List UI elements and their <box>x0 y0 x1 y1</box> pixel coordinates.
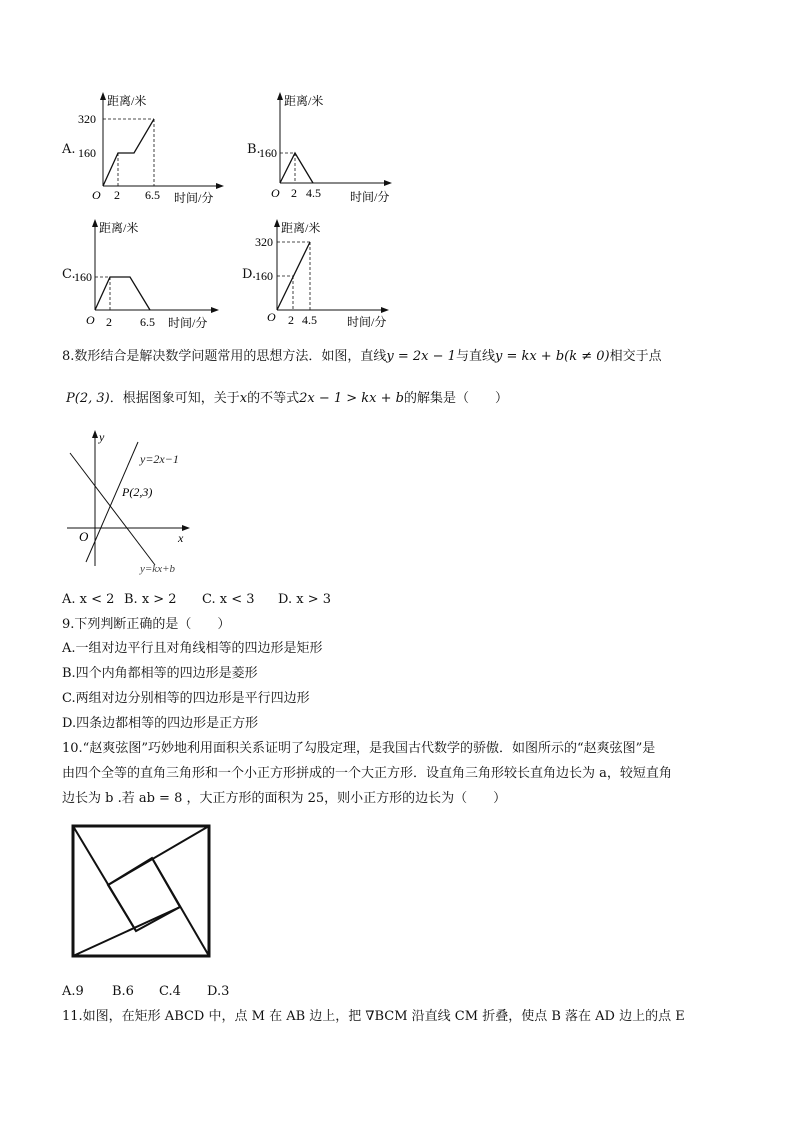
graph-d-x-tick-4.5: 4.5 <box>302 313 317 327</box>
q8-point: P(2, 3) <box>66 391 110 406</box>
q8-inequality: 2x − 1 > kx + b <box>299 391 404 406</box>
q10-option-c[interactable]: C.4 <box>159 984 181 999</box>
q8-point-label: P(2,3) <box>122 485 153 499</box>
graph-c <box>70 215 230 335</box>
graph-a-label: A. <box>62 142 76 157</box>
graph-c-label: C. <box>62 267 76 282</box>
graph-d-label: D. <box>242 267 257 282</box>
graph-a-origin: O <box>92 188 101 202</box>
q8-line2-label: y=kx+b <box>140 563 175 575</box>
q8-line1 <box>62 348 662 366</box>
graph-d <box>252 215 402 335</box>
q10-option-d[interactable]: D.3 <box>207 984 230 999</box>
q10-line1: 10.“赵爽弦图”巧妙地利用面积关系证明了勾股定理，是我国古代数学的骄傲．如图所示的“赵爽弦图”是 <box>62 741 656 756</box>
q8-text-d: ．根据图象可知，关于 <box>109 391 240 406</box>
q8-eq1: y = 2x − 1 <box>386 349 456 364</box>
graph-d-y-axis-label: 距离/米 <box>281 221 321 235</box>
q10-line3: 边长为 b .若 ab = 8 ，大正方形的面积为 25，则小正方形的边长为（ ） <box>62 791 507 806</box>
q9-option-c[interactable]: C.两组对边分别相等的四边形是平行四边形 <box>62 691 310 706</box>
q9-option-d[interactable]: D.四条边都相等的四边形是正方形 <box>62 716 259 731</box>
q8-text-a: 8.数形结合是解决数学问题常用的思想方法．如图，直线 <box>62 349 387 364</box>
graph-d-origin: O <box>267 310 276 324</box>
q8-option-a[interactable]: A. x < 2 <box>62 592 115 607</box>
graph-b-label: B. <box>247 142 261 157</box>
graph-c-x-axis-label: 时间/分 <box>168 316 208 330</box>
q8-line1-label: y=2x−1 <box>140 452 179 466</box>
graph-c-x-tick-2: 2 <box>106 315 112 329</box>
q10-option-b[interactable]: B.6 <box>112 984 134 999</box>
q11-line1: 11.如图，在矩形 ABCD 中，点 M 在 AB 边上，把 ∇BCM 沿直线 CM 折叠，使点 B 落在 AD 边上的点 E <box>62 1009 685 1024</box>
graph-a-x-tick-6.5: 6.5 <box>145 188 160 202</box>
q8-text-f: 的解集是（ ） <box>403 391 508 406</box>
graph-b-x-tick-2: 2 <box>291 186 297 200</box>
graph-c-x-tick-6.5: 6.5 <box>140 315 155 329</box>
q8-origin: O <box>79 529 89 544</box>
q9-option-b[interactable]: B.四个内角都相等的四边形是菱形 <box>62 666 258 681</box>
q8-option-d[interactable]: D. x > 3 <box>278 592 331 607</box>
q7-graphs <box>0 0 794 340</box>
graph-a-x-axis-label: 时间/分 <box>174 191 214 205</box>
q8-text-b: 与直线 <box>455 349 495 364</box>
graph-a <box>70 88 230 208</box>
graph-d-x-axis-label: 时间/分 <box>347 315 387 329</box>
graph-a-y-tick-320: 320 <box>78 112 96 126</box>
q10-options <box>62 983 229 1001</box>
graph-b-x-axis-label: 时间/分 <box>350 190 390 204</box>
graph-b-x-tick-4.5: 4.5 <box>306 186 321 200</box>
q10-line2: 由四个全等的直角三角形和一个小正方形拼成的一个大正方形．设直角三角形较长直角边长为 a，较短直角 <box>62 766 672 781</box>
q8-var-x: x <box>239 391 248 406</box>
graph-d-x-tick-2: 2 <box>288 313 294 327</box>
graph-a-y-axis-label: 距离/米 <box>107 94 147 108</box>
q9-option-a[interactable]: A.一组对边平行且对角线相等的四边形是矩形 <box>62 641 323 656</box>
q8-option-b[interactable]: B. x > 2 <box>124 592 177 607</box>
q8-x-label: x <box>178 531 184 545</box>
graph-c-origin: O <box>86 313 95 327</box>
graph-a-y-tick-160: 160 <box>78 146 96 160</box>
q8-options <box>62 591 331 609</box>
q8-text-e: 的不等式 <box>247 391 300 406</box>
q8-line2 <box>66 390 508 408</box>
q8-option-c[interactable]: C. x < 3 <box>202 592 255 607</box>
graph-d-y-tick-160: 160 <box>255 269 273 283</box>
graph-d-y-tick-320: 320 <box>255 235 273 249</box>
q10-option-a[interactable]: A.9 <box>62 984 84 999</box>
q9-stem: 9.下列判断正确的是（ ） <box>62 617 231 632</box>
q8-y-label: y <box>99 430 105 444</box>
graph-b-origin: O <box>271 186 280 200</box>
graph-b-y-axis-label: 距离/米 <box>284 94 324 108</box>
graph-a-x-tick-2: 2 <box>114 188 120 202</box>
graph-b <box>255 88 405 208</box>
q8-figure <box>62 428 202 578</box>
zhao-shuang-diagram <box>68 822 214 960</box>
q8-text-c: 相交于点 <box>609 349 662 364</box>
graph-c-y-axis-label: 距离/米 <box>99 221 139 235</box>
q8-eq2: y = kx + b(k ≠ 0) <box>494 349 610 364</box>
graph-b-y-tick-160: 160 <box>259 146 277 160</box>
graph-c-y-tick-160: 160 <box>74 270 92 284</box>
